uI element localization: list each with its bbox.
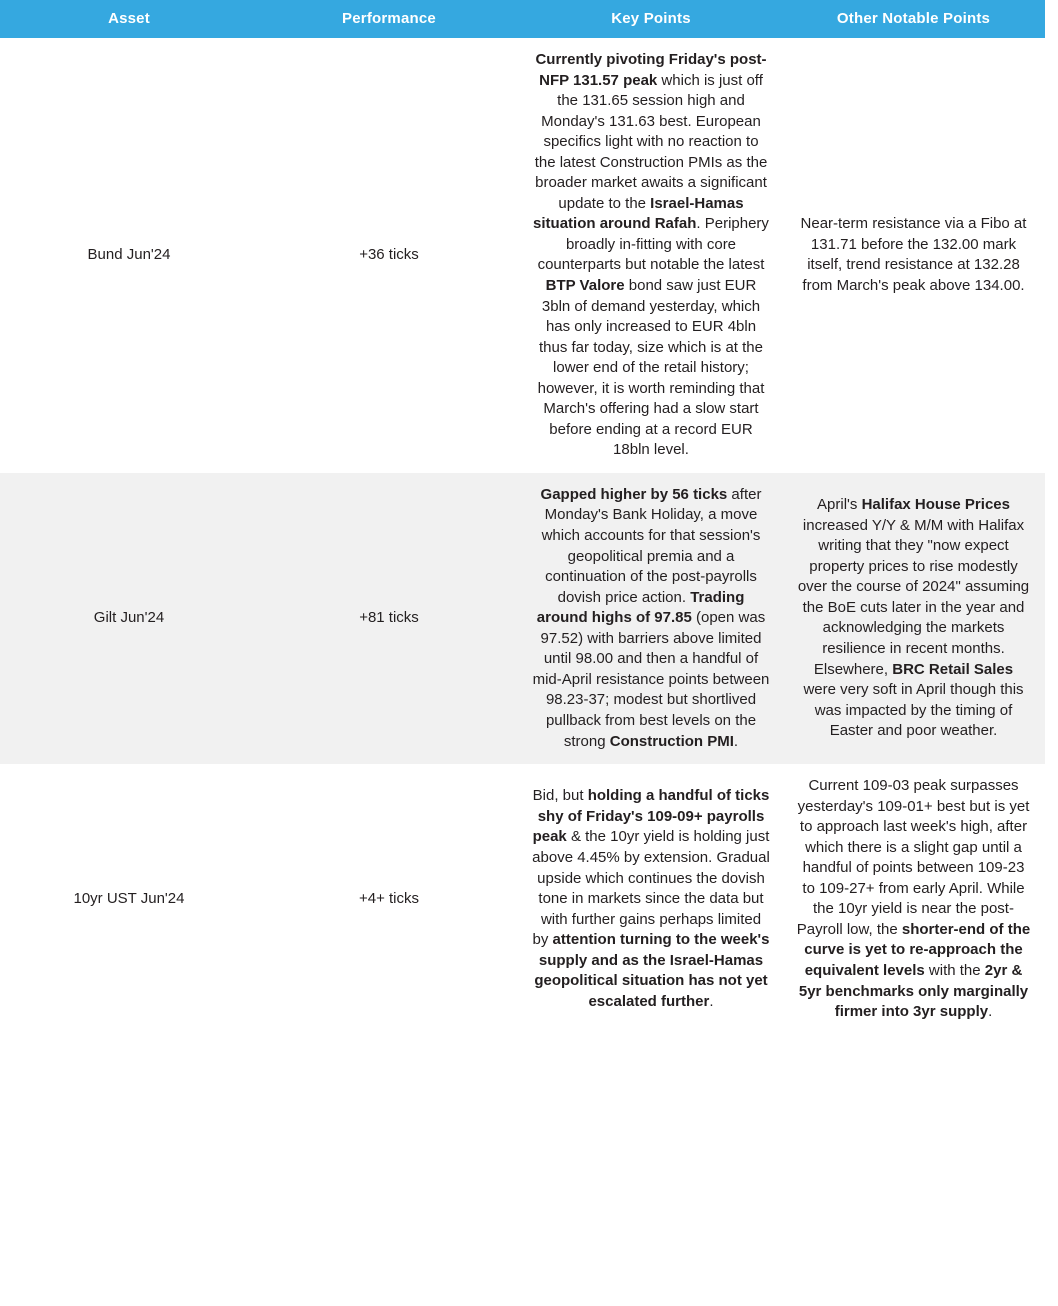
table-header-row [0,0,1045,38]
column-header-other-notable-points: Other Notable Points [782,0,1045,38]
cell-asset: Gilt Jun'24 [0,473,258,764]
cell-performance: +81 ticks [258,473,520,764]
cell-asset: 10yr UST Jun'24 [0,764,258,1035]
table-header [0,0,1045,38]
table-row [0,473,1045,764]
cell-key-points: Gapped higher by 56 ticks after Monday's Bank Holiday, a move which accounts for that session's geopolitical premia and a continuation of the post-payrolls dovish price action. Trading around highs of 97.85 (open was 97.52) with barriers above limited until 98.00 and then a handful of mid-April resistance points between 98.23-37; modest but shortlived pullback from best levels on the strong Construction PMI. [520,473,782,764]
table-row [0,764,1045,1035]
column-header-key-points: Key Points [520,0,782,38]
cell-key-points: Currently pivoting Friday's post-NFP 131.57 peak which is just off the 131.65 session high and Monday's 131.63 best. European specifics light with no reaction to the latest Construction PMIs as the broader market awaits a significant update to the Israel-Hamas situation around Rafah. Periphery broadly in-fitting with core counterparts but notable the latest BTP Valore bond saw just EUR 3bln of demand yesterday, which has only increased to EUR 4bln thus far today, size which is at the lower end of the retail history; however, it is worth reminding that March's offering had a slow start before ending at a record EUR 18bln level. [520,38,782,473]
cell-performance: +36 ticks [258,38,520,473]
table-body [0,38,1045,1035]
cell-asset: Bund Jun'24 [0,38,258,473]
cell-other-notable-points: Current 109-03 peak surpasses yesterday's 109-01+ best but is yet to approach last week's high, after which there is a slight gap until a handful of points between 109-23 to 109-27+ from early April. While the 10yr yield is near the post-Payroll low, the shorter-end of the curve is yet to re-approach the equivalent levels with the 2yr & 5yr benchmarks only marginally firmer into 3yr supply. [782,764,1045,1035]
cell-other-notable-points: Near-term resistance via a Fibo at 131.71 before the 132.00 mark itself, trend resistance at 132.28 from March's peak above 134.00. [782,38,1045,473]
table-row [0,38,1045,473]
column-header-asset: Asset [0,0,258,38]
cell-key-points: Bid, but holding a handful of ticks shy of Friday's 109-09+ payrolls peak & the 10yr yield is holding just above 4.45% by extension. Gradual upside which continues the dovish tone in markets since the data but with further gains perhaps limited by attention turning to the week's supply and as the Israel-Hamas geopolitical situation has not yet escalated further. [520,764,782,1035]
column-header-performance: Performance [258,0,520,38]
cell-performance: +4+ ticks [258,764,520,1035]
cell-other-notable-points: April's Halifax House Prices increased Y/Y & M/M with Halifax writing that they "now expect property prices to rise modestly over the course of 2024" assuming the BoE cuts later in the year and acknowledging the markets resilience in recent months. Elsewhere, BRC Retail Sales were very soft in April though this was impacted by the timing of Easter and poor weather. [782,473,1045,764]
